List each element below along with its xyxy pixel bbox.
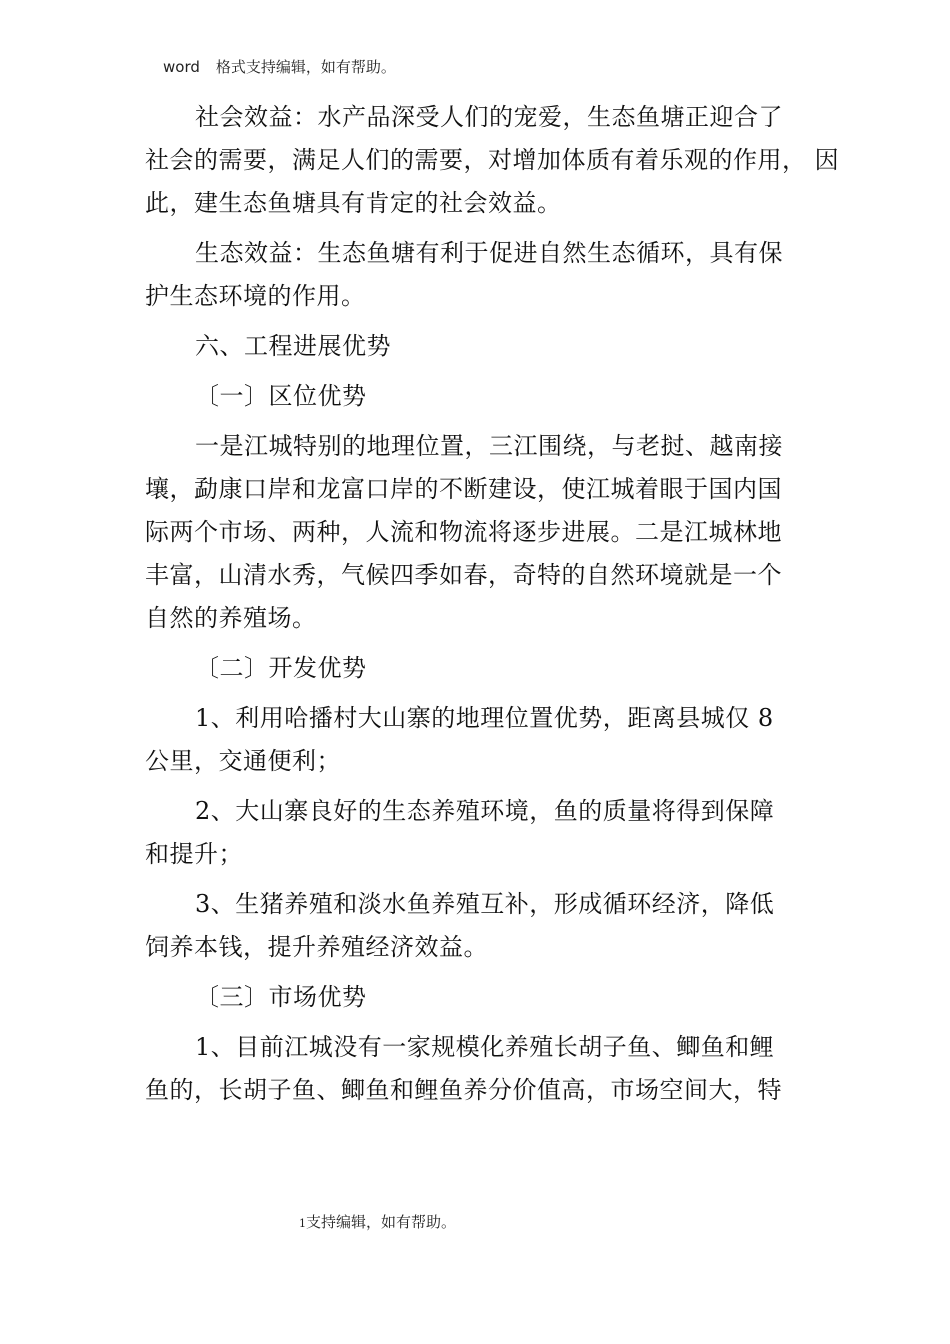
paragraph-line: 际两个市场、两种，人流和物流将逐步进展。二是江城林地	[145, 518, 782, 546]
paragraph-line: 自然的养殖场。	[145, 604, 317, 632]
paragraph-line: 3、生猪养殖和淡水鱼养殖互补，形成循环经济，降低	[195, 890, 775, 918]
paragraph-line: 1、利用哈播村大山寨的地理位置优势，距离县城仅 8	[195, 704, 774, 732]
paragraph-line: 鱼的，长胡子鱼、鲫鱼和鲤鱼养分价值高，市场空间大，特	[145, 1076, 782, 1104]
page-header	[163, 56, 396, 77]
paragraph-line: 公里，交通便利；	[145, 747, 341, 775]
paragraph-line: 饲养本钱，提升养殖经济效益。	[145, 933, 488, 961]
paragraph-line: 1、目前江城没有一家规模化养殖长胡子鱼、鲫鱼和鲤	[195, 1033, 775, 1061]
paragraph-line: 社会的需要，满足人们的需要，对增加体质有着乐观的作用， 因	[145, 146, 840, 174]
header-word: word	[163, 58, 200, 76]
paragraph-line: 壤，勐康口岸和龙富口岸的不断建设，使江城着眼于国内国	[145, 475, 782, 503]
paragraph-line: 2、大山寨良好的生态养殖环境，鱼的质量将得到保障	[195, 797, 775, 825]
document-body	[145, 96, 840, 1112]
paragraph-line: 护生态环境的作用。	[145, 282, 366, 310]
page-footer	[299, 1211, 456, 1232]
paragraph-line: 生态效益：生态鱼塘有利于促进自然生态循环，具有保	[195, 239, 783, 267]
subsection-heading: 〔二〕开发优势	[195, 654, 367, 682]
paragraph-line: 社会效益：水产品深受人们的宠爱，生态鱼塘正迎合了	[195, 103, 783, 131]
paragraph-line: 一是江城特别的地理位置，三江围绕，与老挝、越南接	[195, 432, 783, 460]
footer-note: 支持编辑，如有帮助。	[306, 1213, 457, 1231]
section-heading: 六、工程进展优势	[195, 332, 391, 360]
subsection-heading: 〔三〕市场优势	[195, 983, 367, 1011]
paragraph-line: 丰富，山清水秀，气候四季如春，奇特的自然环境就是一个	[145, 561, 782, 589]
page-number: 1	[299, 1217, 306, 1230]
header-note: 格式支持编辑，如有帮助。	[215, 58, 396, 76]
paragraph-line: 和提升；	[145, 840, 243, 868]
subsection-heading: 〔一〕区位优势	[195, 382, 367, 410]
paragraph-line: 此，建生态鱼塘具有肯定的社会效益。	[145, 189, 562, 217]
